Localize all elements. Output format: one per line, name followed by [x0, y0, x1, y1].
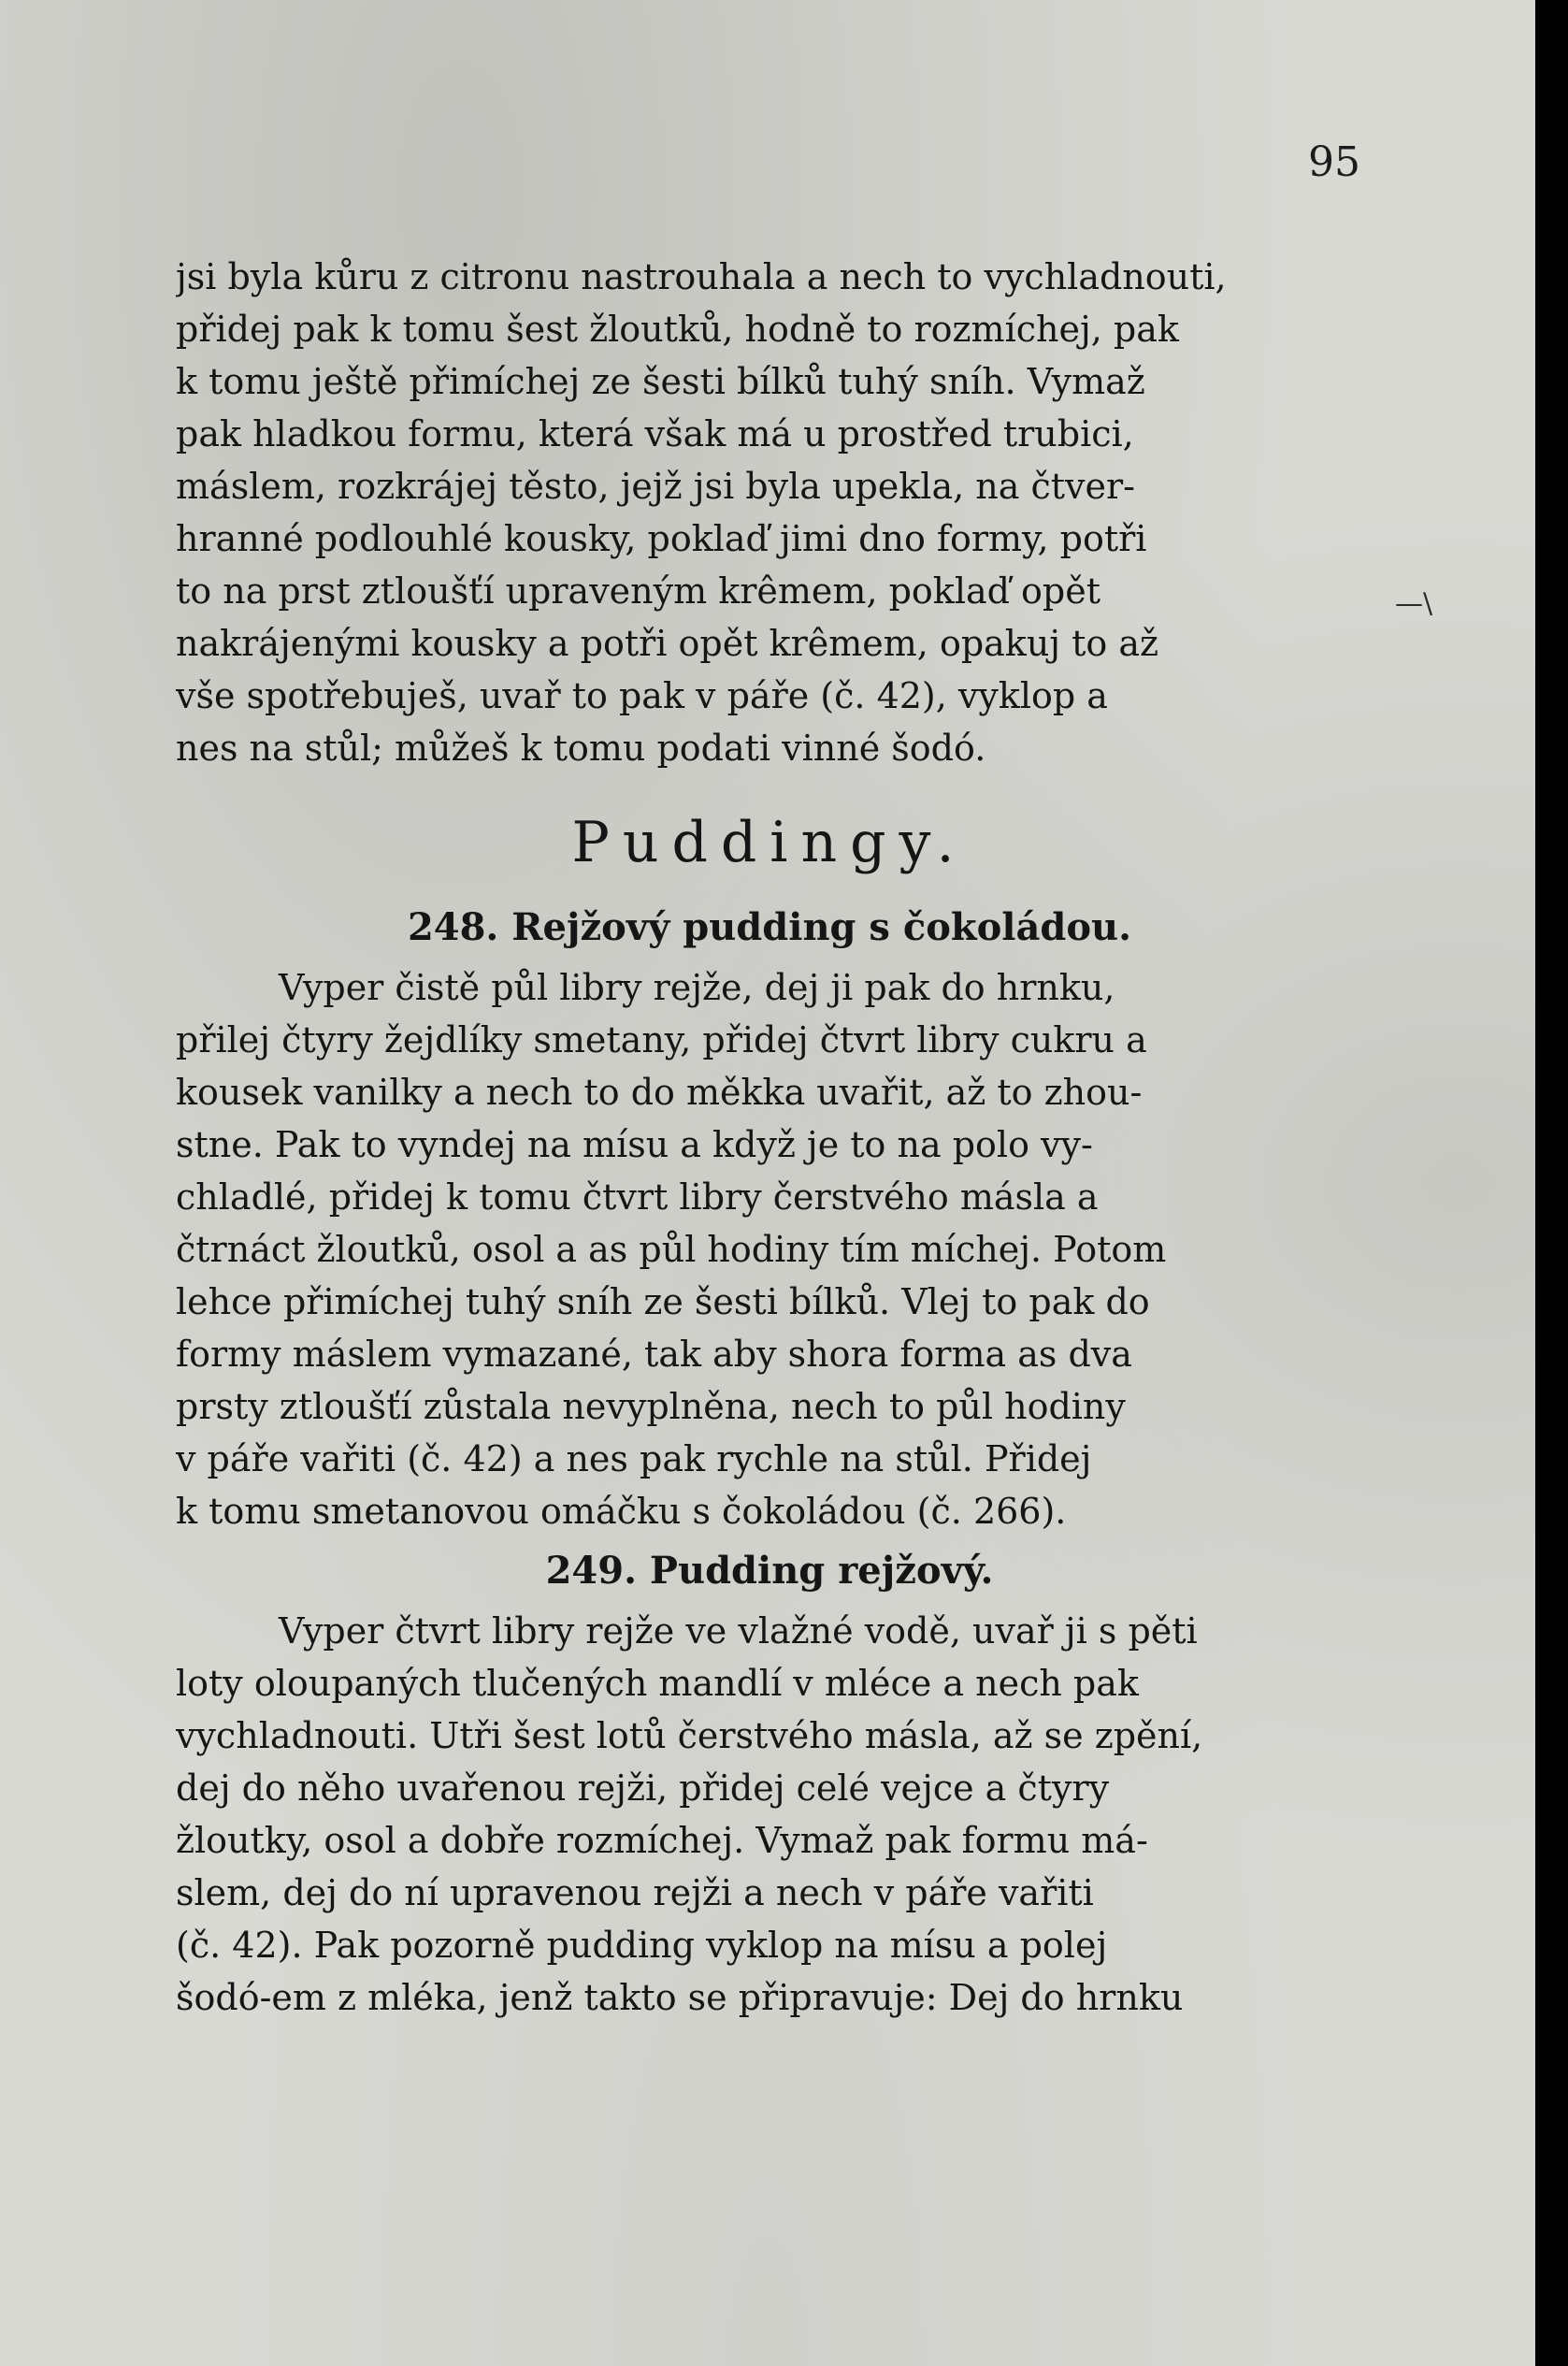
text-line: formy máslem vymazané, tak aby shora forma as dva: [176, 1334, 1132, 1375]
text-line: prsty ztloušťí zůstala nevyplněna, nech to půl hodiny: [176, 1386, 1126, 1427]
text-line: lehce přimíchej tuhý sníh ze šesti bílků. Vlej to pak do: [176, 1281, 1150, 1322]
recipe-248: [176, 894, 1363, 1537]
text-line: vše spotřebuješ, uvař to pak v páře (č. 42), vyklop a: [176, 675, 1108, 716]
section-title: Puddingy.: [571, 810, 968, 875]
text-line: přilej čtyry žejdlíky smetany, přidej čtvrt libry cukru a: [176, 1019, 1147, 1060]
margin-pencil-mark: —\: [1395, 587, 1433, 620]
text-line: Vyper čistě půl libry rejže, dej ji pak do hrnku,: [279, 967, 1115, 1008]
text-line: loty oloupaných tlučených mandlí v mléce a nech pak: [176, 1663, 1139, 1704]
recipe-heading: 248. Rejžový pudding s čokoládou.: [407, 905, 1132, 949]
text-line: kousek vanilky a nech to do měkka uvařit, až to zhou-: [176, 1072, 1143, 1113]
text-line: to na prst ztloušťí upraveným krêmem, poklaď opět: [176, 570, 1101, 612]
text-line: k tomu ještě přimíchej ze šesti bílků tuhý sníh. Vymaž: [176, 361, 1145, 402]
text-line: pak hladkou formu, která však má u prostřed trubici,: [176, 413, 1134, 454]
text-line: hranné podlouhlé kousky, poklaď jimi dno formy, potři: [176, 518, 1147, 559]
text-line: jsi byla kůru z citronu nastrouhala a nech to vychladnouti,: [176, 256, 1227, 297]
continuation-paragraph: [176, 251, 1363, 774]
text-line: stne. Pak to vyndej na mísu a když je to na polo vy-: [176, 1124, 1093, 1165]
text-line: máslem, rozkrájej těsto, jejž jsi byla upekla, na čtver-: [176, 466, 1135, 507]
page-text: [176, 251, 1363, 2024]
text-line: (č. 42). Pak pozorně pudding vyklop na mísu a polej: [176, 1925, 1108, 1966]
text-line: vychladnouti. Utři šest lotů čerstvého másla, až se zpění,: [176, 1715, 1203, 1756]
text-line: nes na stůl; můžeš k tomu podati vinné šodó.: [176, 728, 986, 769]
recipe-249: [176, 1537, 1363, 2024]
recipe-heading: 249. Pudding rejžový.: [545, 1549, 994, 1593]
text-line: chladlé, přidej k tomu čtvrt libry čerstvého másla a: [176, 1176, 1099, 1218]
text-line: šodó-em z mléka, jenž takto se připravuje: Dej do hrnku: [176, 1977, 1184, 2018]
text-line: přidej pak k tomu šest žloutků, hodně to rozmíchej, pak: [176, 309, 1179, 350]
text-line: žloutky, osol a dobře rozmíchej. Vymaž pak formu má-: [176, 1820, 1148, 1861]
page-number: 95: [1308, 138, 1360, 186]
text-line: k tomu smetanovou omáčku s čokoládou (č. 266).: [176, 1491, 1067, 1532]
text-line: slem, dej do ní upravenou rejži a nech v páře vařiti: [176, 1872, 1094, 1913]
text-line: dej do něho uvařenou rejži, přidej celé vejce a čtyry: [176, 1767, 1110, 1809]
text-line: Vyper čtvrt libry rejže ve vlažné vodě, uvař ji s pěti: [279, 1610, 1198, 1652]
text-line: čtrnáct žloutků, osol a as půl hodiny tím míchej. Potom: [176, 1229, 1167, 1270]
text-line: v páře vařiti (č. 42) a nes pak rychle na stůl. Přidej: [176, 1438, 1092, 1479]
text-line: nakrájenými kousky a potři opět krêmem, opakuj to až: [176, 623, 1159, 664]
